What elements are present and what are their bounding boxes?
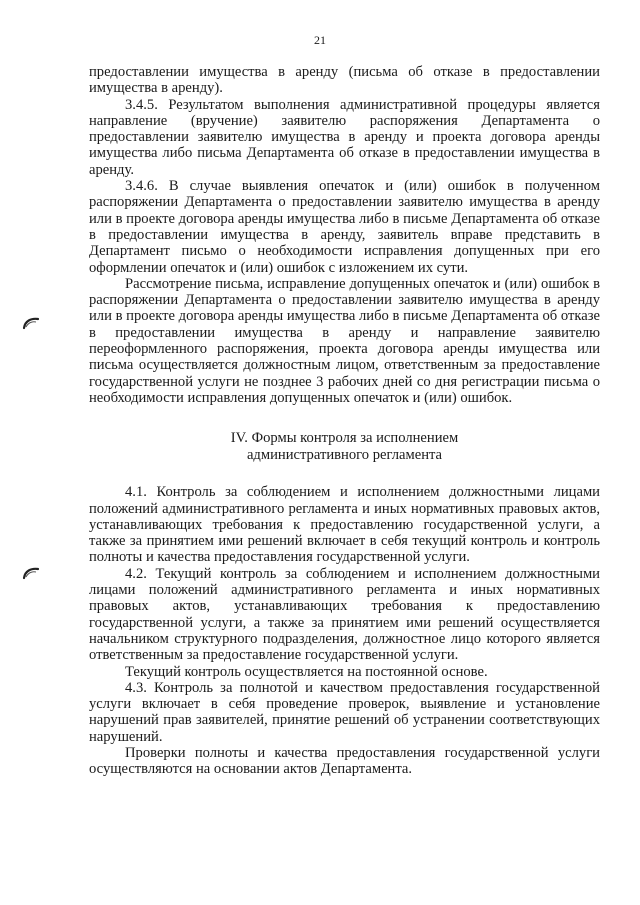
section-heading-line: административного регламента <box>246 447 443 464</box>
section-heading <box>89 430 600 464</box>
paragraph: Проверки полноты и качества предоставления государственной услуги осуществляются на основании актов Департамента. <box>89 744 600 778</box>
paragraph-4-3: 4.3. Контроль за полнотой и качеством предоставления государственной услуги включает в себя проведение проверок, выявление и установление нарушений прав заявителей, принятие решений об устранении соответствующих нарушений. <box>89 679 600 745</box>
paragraph-4-1: 4.1. Контроль за соблюдением и исполнением должностными лицами положений административного регламента и иных нормативных правовых актов, устанавливающих требования к предоставлению государственной услуги, а также за принятием ими решений включает в себя текущий контроль и контроль полноты и качества предоставления государственной услуги. <box>89 484 600 566</box>
binding-mark-icon <box>22 566 40 580</box>
binding-mark-icon <box>22 316 40 330</box>
page-number: 21 <box>314 33 326 47</box>
paragraph: Текущий контроль осуществляется на постоянной основе. <box>125 663 488 680</box>
paragraph: Рассмотрение письма, исправление допущенных опечаток и (или) ошибок в распоряжении Департамента о предоставлении заявителю имущества в аренду или в проекте договора аренды имущества либо в письме Департамента об отказе в предоставлении имущества в аренду и направление заявителю переоформленного распоряжения, проекта договора аренды имущества или письма осуществляется должностным лицом, ответственным за предоставление государственной услуги не позднее 3 рабочих дней со дня регистрации письма о необходимости исправления допущенных опечаток и (или) ошибок. <box>89 275 600 406</box>
paragraph-3-4-5: 3.4.5. Результатом выполнения административной процедуры является направление (вручение) заявителю распоряжения Департамента о предоставлении заявителю имущества в аренду и проекта договора аренды имущества либо письма Департамента об отказе в предоставлении имущества в аренду. <box>89 96 600 178</box>
document-body <box>89 64 600 778</box>
paragraph: предоставлении имущества в аренду (письма об отказе в предоставлении имущества в аренду). <box>89 64 600 97</box>
section-heading-line: IV. Формы контроля за исполнением <box>230 430 459 447</box>
paragraph-3-4-6: 3.4.6. В случае выявления опечаток и (или) ошибок в полученном распоряжении Департамента о предоставлении заявителю имущества в аренду или в проекте договора аренды имущества либо в письме Департамента об отказе в предоставлении имущества в аренду, заявитель вправе представить в Департамент письмо о необходимости исправления допущенных при его оформлении опечаток и (или) ошибок с изложением их сути. <box>89 178 600 276</box>
paragraph-4-2: 4.2. Текущий контроль за соблюдением и исполнением должностными лицами положений административного регламента и иных нормативных правовых актов, устанавливающих требования к предоставлению государственной услуги, а также за принятием ими решений осуществляется начальником структурного подразделения, должностное лицо которого является ответственным за предоставление государственной услуги. <box>89 565 600 664</box>
